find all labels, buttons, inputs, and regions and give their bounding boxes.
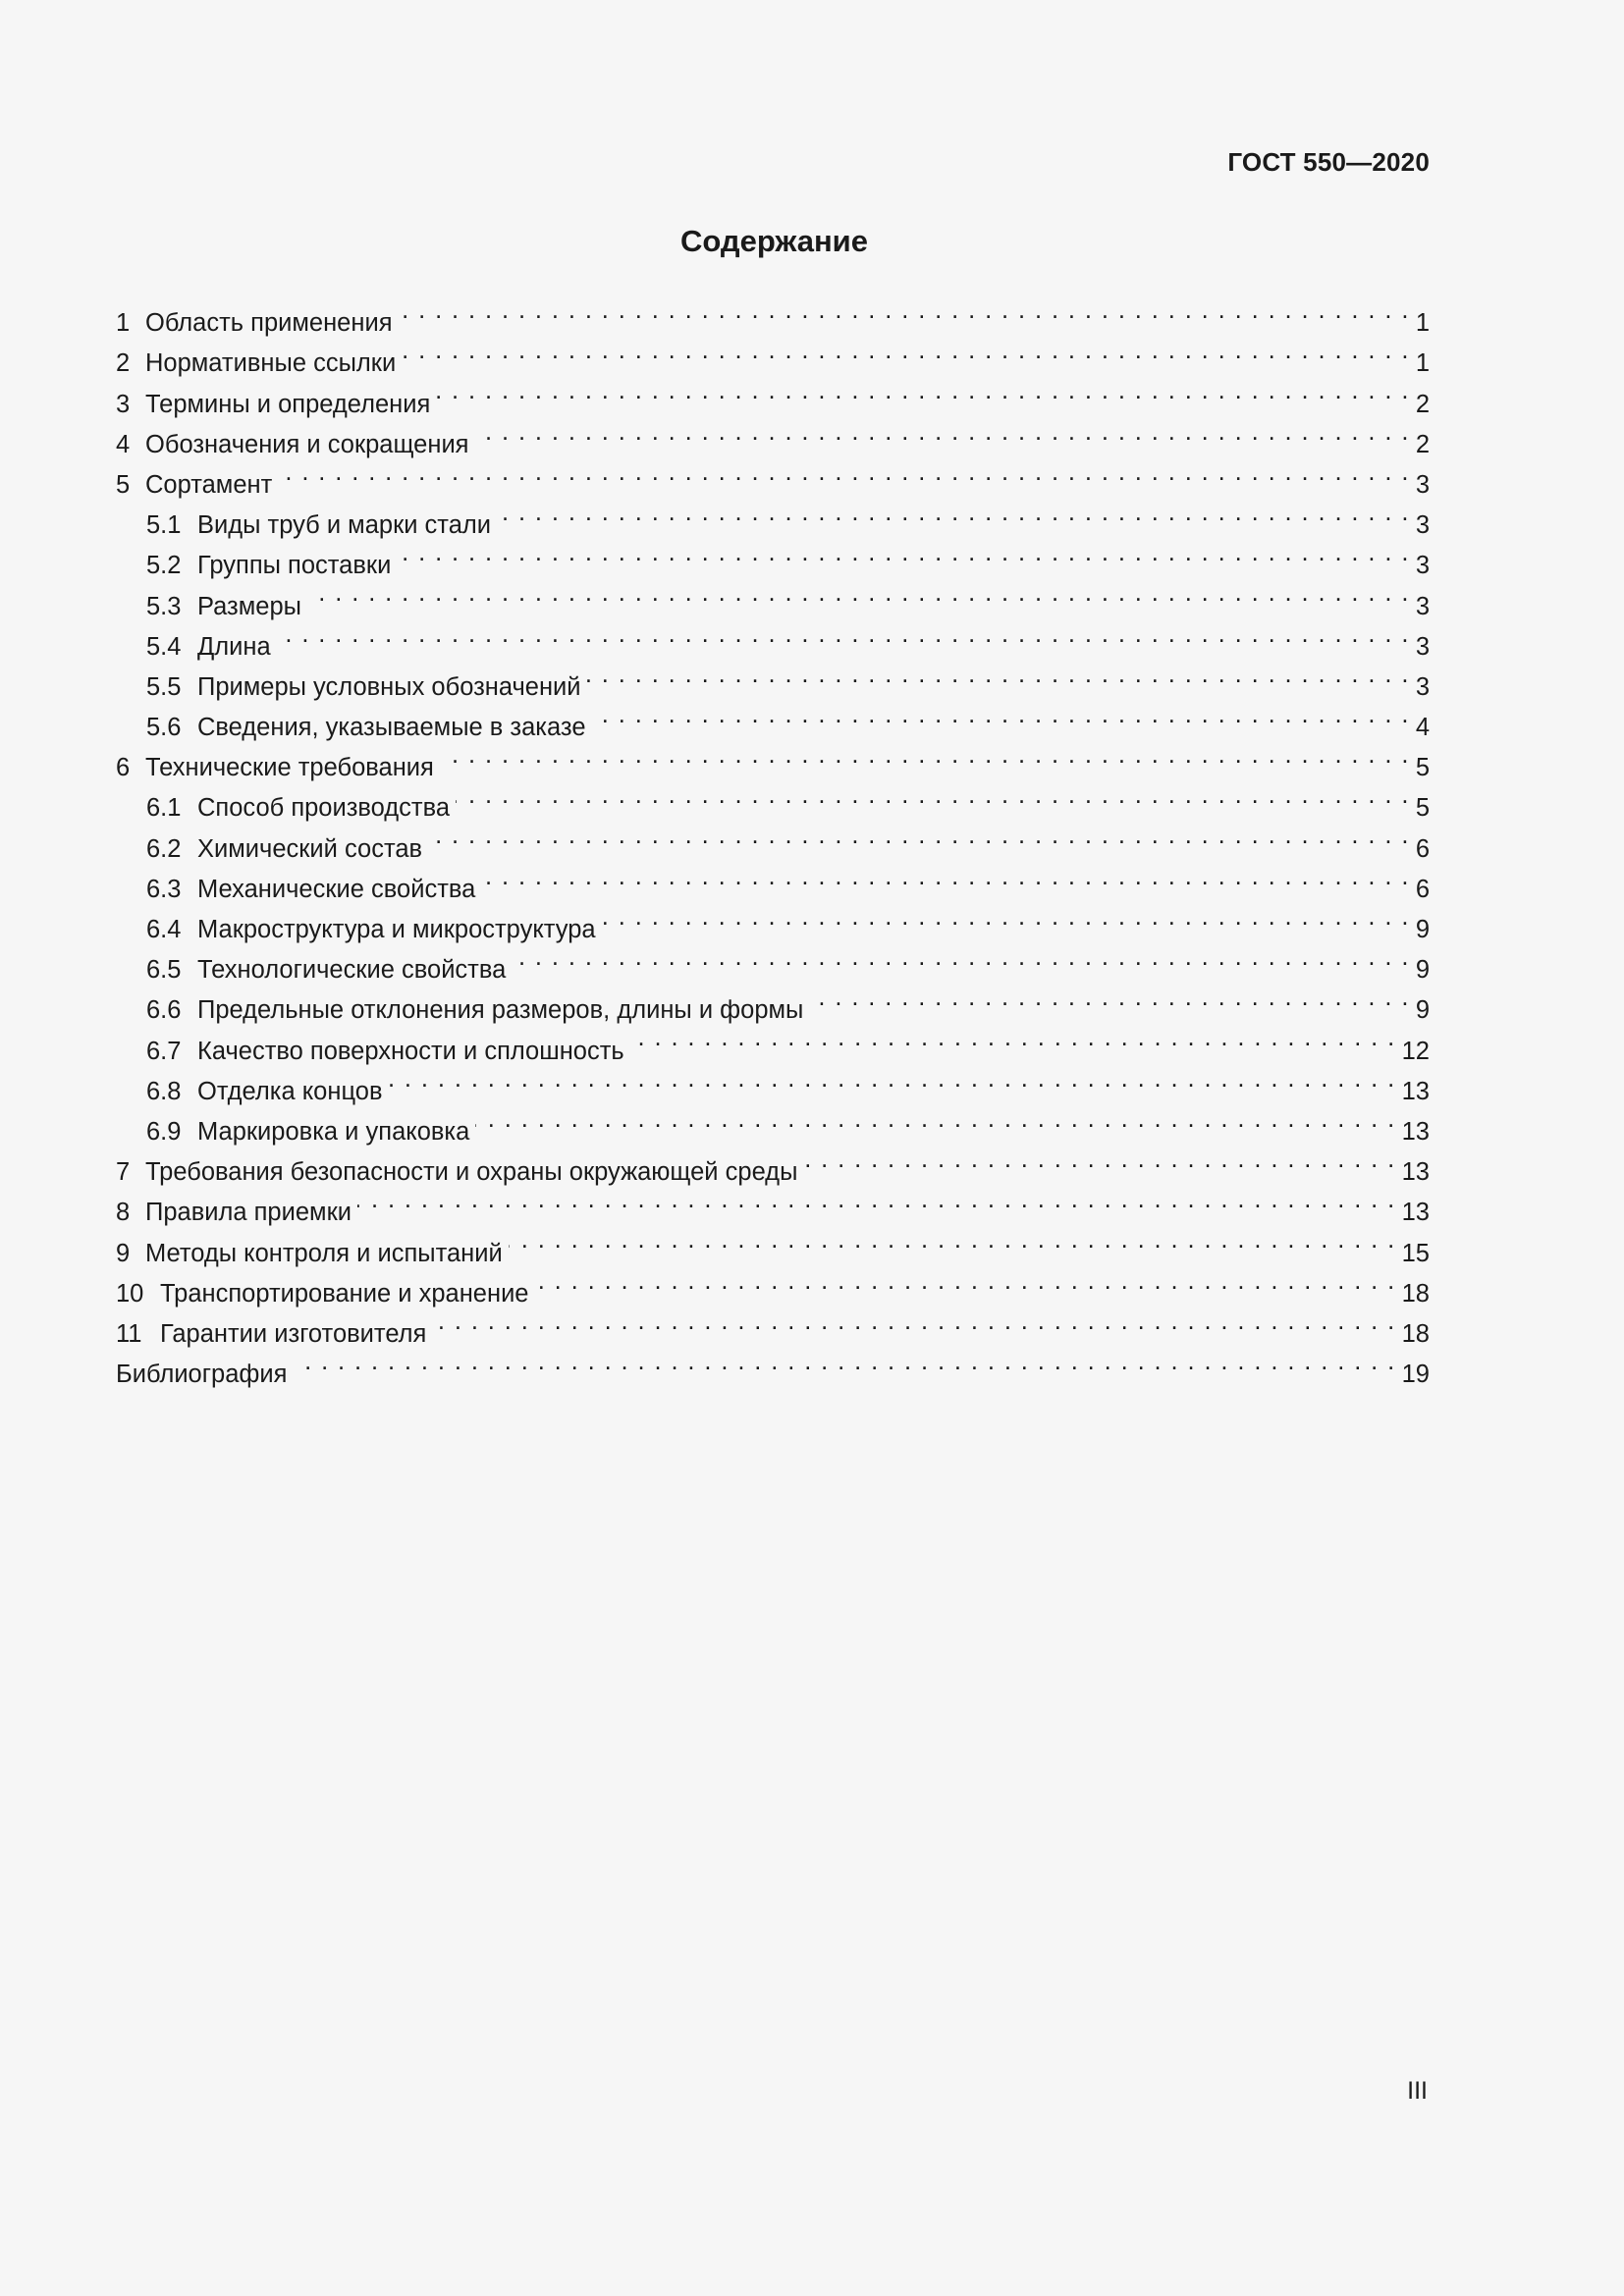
- toc-entry-label: Обозначения и сокращения: [145, 430, 469, 458]
- toc-entry-page: 15: [1401, 1239, 1430, 1267]
- dot-leader: [535, 1261, 1396, 1302]
- toc-entry-number: 4: [116, 430, 131, 458]
- toc-entry-label: Транспортирование и хранение: [160, 1279, 529, 1308]
- toc-entry-page: 4: [1415, 714, 1430, 742]
- toc-entry-label: Отделка концов: [197, 1077, 383, 1105]
- dot-leader: [307, 573, 1410, 614]
- toc-entry-number: 10: [116, 1279, 144, 1308]
- toc-entry-page: 9: [1415, 916, 1430, 943]
- toc-entry-label: Способ производства: [197, 794, 451, 823]
- dot-leader: [436, 371, 1410, 411]
- toc-entry-number: 6.1: [146, 794, 182, 823]
- toc-entry[interactable]: [116, 493, 1430, 540]
- dot-leader: [512, 937, 1410, 978]
- toc-entry-page: 3: [1415, 632, 1430, 661]
- toc-entry-page: 3: [1415, 552, 1430, 580]
- toc-title: Содержание: [680, 224, 868, 258]
- toc-entry-page: 13: [1401, 1077, 1430, 1105]
- toc-entry-label: Группы поставки: [197, 552, 392, 580]
- table-of-contents: [116, 291, 1430, 1389]
- toc-entry-number: 6.6: [146, 996, 182, 1025]
- toc-entry-number: 5.5: [146, 672, 182, 701]
- toc-entry-label: Сведения, указываемые в заказе: [197, 714, 586, 742]
- toc-entry-number: 6.2: [146, 834, 182, 863]
- toc-entry-page: 6: [1415, 875, 1430, 903]
- toc-entry-label: Механические свойства: [197, 875, 476, 903]
- toc-entry-label: Качество поверхности и сплошность: [197, 1037, 624, 1065]
- dot-leader: [402, 331, 1410, 371]
- dot-leader: [277, 614, 1410, 655]
- dot-leader: [293, 1342, 1395, 1382]
- toc-entry-page: 19: [1401, 1361, 1430, 1389]
- toc-entry-page: 3: [1415, 672, 1430, 701]
- toc-entry-number: 3: [116, 390, 131, 418]
- dot-leader: [809, 978, 1409, 1018]
- toc-entry-number: 5.4: [146, 632, 182, 661]
- toc-entry-label: Сортамент: [145, 470, 273, 499]
- toc-entry-number: 9: [116, 1239, 131, 1267]
- dot-leader: [587, 655, 1410, 695]
- dot-leader: [397, 533, 1409, 573]
- dot-leader: [357, 1180, 1396, 1220]
- dot-leader: [432, 1302, 1395, 1342]
- toc-entry-label: Правила приемки: [145, 1199, 352, 1227]
- dot-leader: [475, 412, 1410, 453]
- toc-entry-page: 2: [1415, 430, 1430, 458]
- toc-entry-number: 5.1: [146, 511, 182, 540]
- toc-entry-label: Гарантии изготовителя: [160, 1319, 427, 1348]
- toc-entry-page: 12: [1401, 1037, 1430, 1065]
- toc-entry-label: Размеры: [197, 592, 301, 620]
- toc-entry-number: 11: [116, 1319, 142, 1348]
- toc-entry-label: Требования безопасности и охраны окружающей среды: [145, 1158, 798, 1187]
- toc-entry[interactable]: [116, 1342, 1430, 1389]
- toc-entry-number: 6.7: [146, 1037, 182, 1065]
- toc-entry-page: 9: [1415, 996, 1430, 1025]
- document-code: ГОСТ 550—2020: [1227, 147, 1430, 177]
- toc-entry-number: 6: [116, 754, 131, 782]
- toc-entry[interactable]: [116, 291, 1430, 338]
- toc-entry-number: 5.3: [146, 592, 182, 620]
- toc-entry-label: Область применения: [145, 309, 393, 338]
- toc-entry-page: 6: [1415, 834, 1430, 863]
- dot-leader: [509, 1220, 1396, 1260]
- toc-entry[interactable]: [116, 453, 1430, 499]
- toc-entry-page: 13: [1401, 1199, 1430, 1227]
- toc-entry-page: 5: [1415, 794, 1430, 823]
- toc-entry-number: 5.6: [146, 714, 182, 742]
- toc-entry-number: 6.3: [146, 875, 182, 903]
- toc-entry-page: 13: [1401, 1117, 1430, 1146]
- toc-entry-label: Химический состав: [197, 834, 423, 863]
- toc-entry-label: Предельные отклонения размеров, длины и формы: [197, 996, 804, 1025]
- toc-entry-label: Термины и определения: [145, 390, 431, 418]
- toc-entry[interactable]: [116, 655, 1430, 701]
- toc-entry[interactable]: [116, 614, 1430, 661]
- dot-leader: [475, 1099, 1395, 1140]
- toc-entry-label: Виды труб и марки стали: [197, 511, 492, 540]
- dot-leader: [803, 1140, 1395, 1180]
- toc-entry-number: 6.9: [146, 1117, 182, 1146]
- toc-entry-label: Нормативные ссылки: [145, 349, 397, 378]
- toc-entry-number: 6.5: [146, 956, 182, 985]
- toc-entry-number: 5: [116, 470, 131, 499]
- toc-entry-number: 6.4: [146, 916, 182, 943]
- toc-entry-page: 1: [1415, 309, 1430, 338]
- dot-leader: [278, 453, 1410, 493]
- dot-leader: [481, 857, 1409, 897]
- toc-entry-page: 18: [1401, 1279, 1430, 1308]
- toc-entry-page: 2: [1415, 390, 1430, 418]
- toc-entry-label: Технологические свойства: [197, 956, 507, 985]
- page-number: III: [1407, 2077, 1428, 2105]
- dot-leader: [456, 775, 1410, 816]
- dot-leader: [497, 493, 1410, 533]
- toc-entry-number: 6.8: [146, 1077, 182, 1105]
- dot-leader: [630, 1018, 1396, 1058]
- dot-leader: [399, 291, 1410, 331]
- toc-entry[interactable]: [116, 573, 1430, 620]
- dot-leader: [602, 897, 1410, 937]
- toc-entry-label: Примеры условных обозначений: [197, 672, 581, 701]
- toc-entry-label: Длина: [197, 632, 271, 661]
- toc-entry-page: 13: [1401, 1158, 1430, 1187]
- dot-leader: [592, 695, 1410, 735]
- toc-entry-page: 5: [1415, 754, 1430, 782]
- toc-entry-page: 3: [1415, 511, 1430, 540]
- toc-entry-number: 1: [116, 309, 131, 338]
- toc-entry-page: 9: [1415, 956, 1430, 985]
- toc-entry-page: 3: [1415, 470, 1430, 499]
- toc-entry-page: 18: [1401, 1319, 1430, 1348]
- toc-entry-number: 7: [116, 1158, 131, 1187]
- toc-entry-number: 5.2: [146, 552, 182, 580]
- toc-entry-label: Методы контроля и испытаний: [145, 1239, 503, 1267]
- toc-entry-number: 8: [116, 1199, 131, 1227]
- toc-entry-page: 1: [1415, 349, 1430, 378]
- toc-entry-label: Маркировка и упаковка: [197, 1117, 470, 1146]
- toc-entry-label: Библиография: [116, 1361, 288, 1389]
- toc-entry-label: Технические требования: [145, 754, 434, 782]
- toc-entry-number: 2: [116, 349, 131, 378]
- dot-leader: [389, 1059, 1396, 1099]
- toc-entry-page: 3: [1415, 592, 1430, 620]
- dot-leader: [428, 816, 1410, 856]
- toc-entry-label: Макроструктура и микроструктура: [197, 916, 596, 943]
- dot-leader: [440, 735, 1410, 775]
